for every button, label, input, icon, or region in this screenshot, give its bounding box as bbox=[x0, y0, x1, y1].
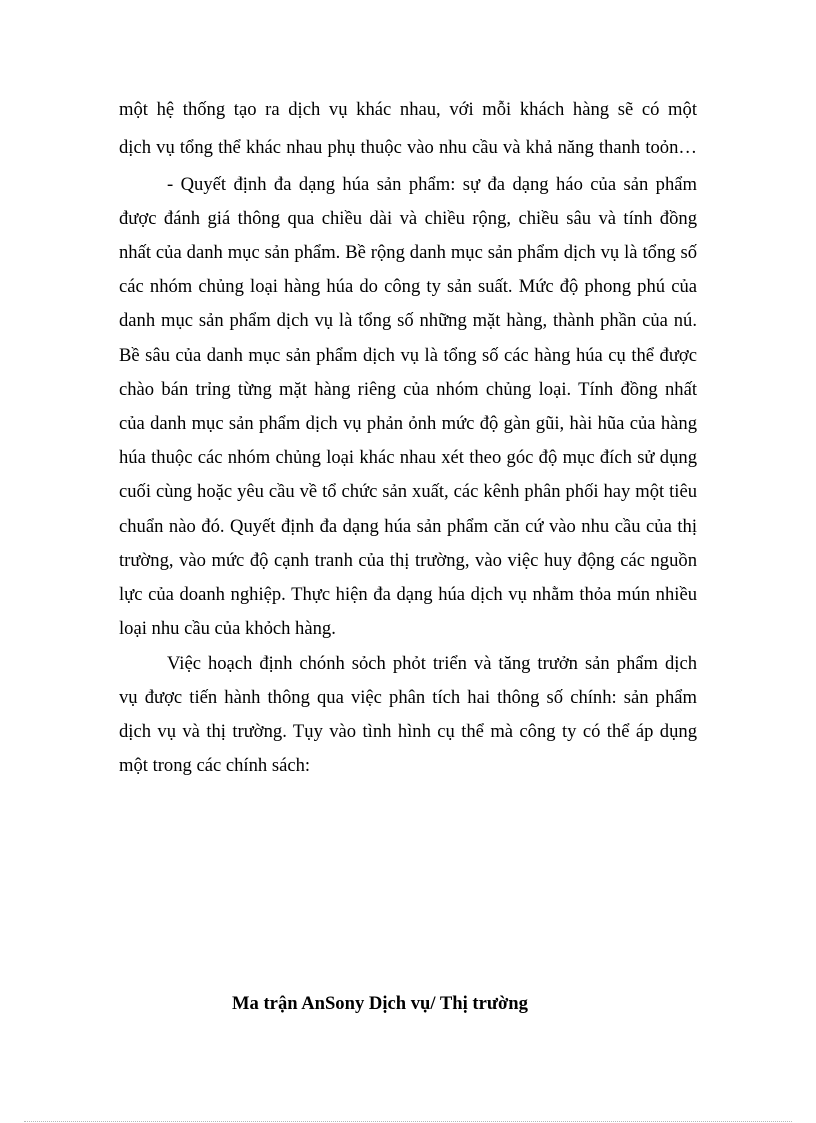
body-line-12: cuối cùng hoặc yêu cầu về tổ chức sản xuất, các kênh phân phối hay một tiêu bbox=[119, 481, 697, 502]
body-line-3: - Quyết định đa dạng húa sản phẩm: sự đa dạng háo của sản phẩm bbox=[167, 174, 697, 195]
body-line-20: một trong các chính sách: bbox=[119, 755, 311, 776]
body-line-13: chuẩn nào đó. Quyết định đa dạng húa sản phẩm căn cứ vào nhu cầu của thị bbox=[119, 516, 697, 537]
body-line-9: chào bán trỉng từng mặt hàng riêng của nhóm chủng loại. Tính đồng nhất bbox=[119, 379, 697, 400]
body-line-6: các nhóm chủng loại hàng húa do công ty sản suất. Mức độ phong phú của bbox=[119, 276, 697, 297]
body-line-16: loại nhu cầu của khỏch hàng. bbox=[119, 618, 336, 639]
body-line-17: Việc hoạch định chónh sỏch phỏt triển và tăng trưởn sản phẩm dịch bbox=[167, 653, 697, 674]
body-line-14: trường, vào mức độ cạnh tranh của thị trường, vào việc huy động các nguồn bbox=[119, 550, 697, 571]
body-line-11: húa thuộc các nhóm chủng loại khác nhau xét theo góc độ mục đích sử dụng bbox=[119, 447, 697, 468]
body-line-4: được đánh giá thông qua chiều dài và chiều rộng, chiều sâu và tính đồng bbox=[119, 208, 697, 229]
body-line-8: Bề sâu của danh mục sản phẩm dịch vụ là tổng số các hàng húa cụ thể được bbox=[119, 345, 697, 366]
body-line-7: danh mục sản phẩm dịch vụ là tổng số những mặt hàng, thành phần của nú. bbox=[119, 310, 697, 331]
page-bottom-rule bbox=[24, 1121, 792, 1122]
body-line-19: dịch vụ và thị trường. Tụy vào tình hình cụ thể mà công ty có thể áp dụng bbox=[119, 721, 697, 742]
body-line-18: vụ được tiến hành thông qua việc phân tích hai thông số chính: sản phẩm bbox=[119, 687, 697, 708]
body-line-10: của danh mục sản phẩm dịch vụ phản ỏnh mức độ gàn gũi, hài hũa của hàng bbox=[119, 413, 697, 434]
figure-caption: Ma trận AnSony Dịch vụ/ Thị trường bbox=[232, 993, 528, 1014]
body-line-15: lực của doanh nghiệp. Thực hiện đa dạng húa dịch vụ nhằm thỏa mún nhiều bbox=[119, 584, 697, 605]
body-line-1: một hệ thống tạo ra dịch vụ khác nhau, với mỗi khách hàng sẽ có một bbox=[119, 99, 697, 120]
body-line-5: nhất của danh mục sản phẩm. Bề rộng danh mục sản phẩm dịch vụ là tổng số bbox=[119, 242, 697, 263]
body-line-2: dịch vụ tổng thể khác nhau phụ thuộc vào nhu cầu và khả năng thanh toỏn… bbox=[119, 137, 697, 158]
